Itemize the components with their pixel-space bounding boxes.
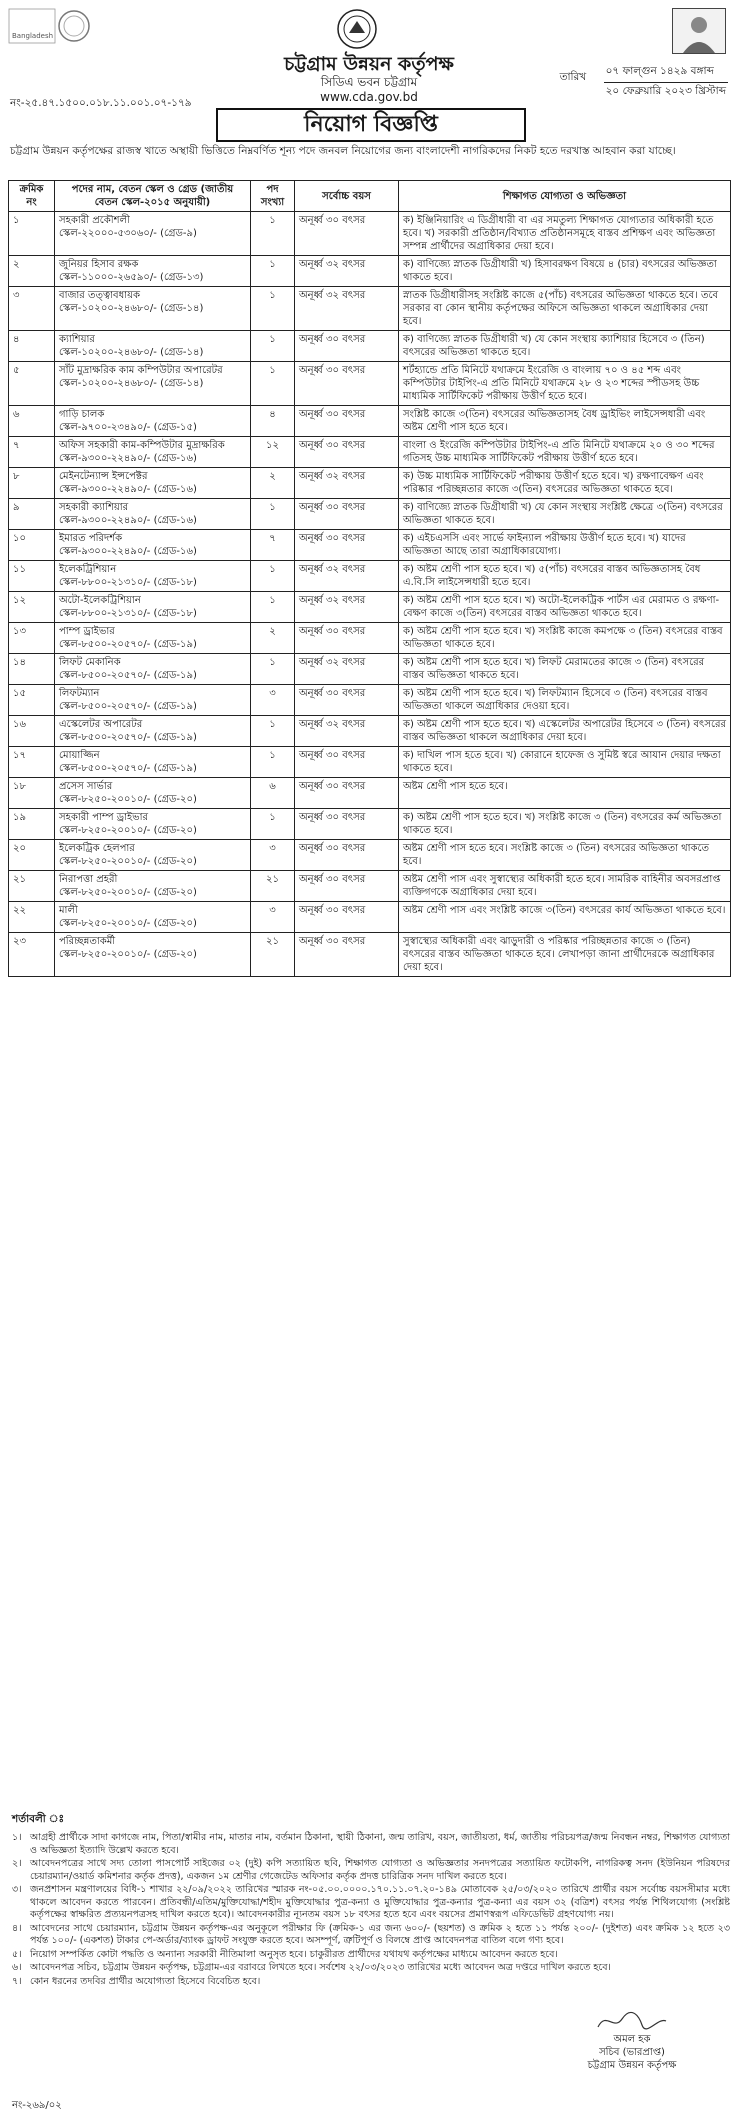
row-count: ১: [251, 287, 295, 331]
table-row: [9, 809, 731, 840]
row-post: [55, 933, 251, 977]
table-row: [9, 902, 731, 933]
row-count: ৩: [251, 840, 295, 871]
row-age: অনূর্ধ্ব ৩০ বৎসর: [295, 362, 399, 406]
post-name: সহকারী প্রকৌশলী: [59, 215, 130, 226]
condition-text: জনপ্রশাসন মন্ত্রণালয়ের বিধি-১ শাখার ২২/০৯/২০২২ তারিখের স্মারক নং-০৫.০০.০০০০.১৭০.১১.০৭.২০-১৪৯ মোতাবেক ২৫/০৩/২০২০ তারিখে প্রার্থীর বয়স সর্বোচ্চ বয়সসীমার মধ্যে থাকলে আবেদন করতে পারবেন। প্রতিবন্ধী/এতিম/মুক্তিযোদ্ধা/শহীদ মুক্তিযোদ্ধার পুত্র-কন্যা ও মুক্তিযোদ্ধার পুত্র-কন্যার পুত্র-কন্যা এর বয়স ৩২ (বত্রিশ) বৎসর পর্যন্ত শিথিলযোগ্য (সংশ্লিষ্ট কর্তৃপক্ষের স্বাক্ষরিত প্রত্যয়নপত্রসহ দাখিল করতে হবে)। আবেদনকারীর ন্যূনতম বয়স ১৮ বৎসর হতে হবে এবং বয়সের প্রমাণস্বরূপ এফিডেভিট গ্রহণযোগ্য নয়।: [30, 1884, 730, 1920]
condition-number: ২।: [12, 1858, 22, 1869]
row-serial: ২২: [9, 902, 55, 933]
row-qualification: ক) অষ্টম শ্রেণী পাস হতে হবে। খ) সংশ্লিষ্ট কাজে কমপক্ষে ৩ (তিন) বৎসরের বাস্তব অভিজ্ঞতা থাকতে হবে।: [399, 623, 731, 654]
row-qualification: সুস্বাস্থ্যের অধিকারী এবং ঝাড়ুদারী ও পরিষ্কার পরিচ্ছন্নতার কাজে ৩ (তিন) বৎসরের বাস্তব অভিজ্ঞতা থাকতে হবে। লেখাপড়া জানা প্রার্থীদেরকে অগ্রাধিকার দেয়া হবে।: [399, 933, 731, 977]
condition-item: [8, 1949, 730, 1962]
condition-text: আবেদনপত্র সচিব, চট্টগ্রাম উন্নয়ন কর্তৃপক্ষ, চট্টগ্রাম-এর বরাবরে লিখতে হবে। সর্বশেষ ২২/০৩/২০২৩ তারিখের মধ্যে আবেদন অত্র দপ্তরে দাখিল করতে হবে।: [30, 1962, 611, 1973]
post-name: ইলেকট্রিশিয়ান: [59, 564, 117, 575]
row-qualification: শর্টহ্যান্ডে প্রতি মিনিটে যথাক্রমে ইংরেজি ও বাংলায় ৭০ ও ৪৫ শব্দ এবং কম্পিউটার টাইপিং-এ প্রতি মিনিটে যথাক্রমে ২৮ ও ২৩ শব্দের স্পীডসহ উচ্চ মাধ্যমিক সার্টিফিকেট পরীক্ষায় উত্তীর্ণ হতে হবে।: [399, 362, 731, 406]
row-count: ১: [251, 592, 295, 623]
table-row: [9, 287, 731, 331]
row-count: ৪: [251, 406, 295, 437]
table-row: [9, 871, 731, 902]
header-serial: ক্রমিক নং: [9, 181, 55, 212]
condition-item: [8, 1884, 730, 1922]
row-count: ১: [251, 331, 295, 362]
row-qualification: ক) দাখিল পাস হতে হবে। খ) কোরানে হাফেজ ও সুমিষ্ট স্বরে আযান দেয়ার দক্ষতা থাকতে হবে।: [399, 747, 731, 778]
row-post: [55, 331, 251, 362]
table-row: [9, 716, 731, 747]
row-age: অনূর্ধ্ব ৩০ বৎসর: [295, 685, 399, 716]
table-row: [9, 331, 731, 362]
row-count: ৭: [251, 530, 295, 561]
row-post: [55, 778, 251, 809]
row-post: [55, 716, 251, 747]
conditions: [8, 1812, 730, 1989]
row-qualification: ক) অষ্টম শ্রেণী পাস হতে হবে। খ) ৫(পাঁচ) বৎসরের বাস্তব অভিজ্ঞতাসহ বৈধ এ.বি.সি লাইসেন্সধারী হতে হবে।: [399, 561, 731, 592]
row-qualification: অষ্টম শ্রেণী পাস হতে হবে। সংশ্লিষ্ট কাজে ৩ (তিন) বৎসরের অভিজ্ঞতা থাকতে হবে।: [399, 840, 731, 871]
post-name: পাম্প ড্রাইভার: [59, 626, 115, 637]
row-age: অনূর্ধ্ব ৩০ বৎসর: [295, 212, 399, 256]
organization-name: চট্টগ্রাম উন্নয়ন কর্তৃপক্ষ: [284, 53, 454, 75]
row-age: অনূর্ধ্ব ৩০ বৎসর: [295, 809, 399, 840]
post-name: মোয়াজ্জিন: [59, 750, 100, 761]
table-row: [9, 406, 731, 437]
post-name: লিফটম্যান: [59, 688, 100, 699]
signature-scribble-icon: [552, 2009, 712, 2033]
table-row: [9, 778, 731, 809]
date-label: তারিখ: [559, 71, 587, 83]
row-qualification: ক) অষ্টম শ্রেণী পাস হতে হবে। খ) সংশ্লিষ্ট কাজে ৩ (তিন) বৎসরের কর্ম অভিজ্ঞতা থাকতে হবে।: [399, 809, 731, 840]
office-address: সিডিএ ভবন চট্টগ্রাম: [320, 75, 418, 89]
post-scale: স্কেল-২২০০০-৫৩০৬০/- (গ্রেড-৯): [59, 228, 197, 239]
condition-text: আবেদনের সাথে চেয়ারম্যান, চট্টগ্রাম উন্নয়ন কর্তৃপক্ষ-এর অনুকূলে পরীক্ষার ফি (ক্রমিক-১ এর জন্য ৬০০/- (ছয়শত) ও ক্রমিক ২ হতে ১১ পর্যন্ত ২০০/- (দুইশত) এবং ক্রমিক ১২ হতে ২৩ পর্যন্ত ১০০/- (একশত) টাকার পে-অর্ডার/ব্যাংক ড্রাফট সংযুক্ত করতে হবে। অসম্পূর্ণ, ত্রুটিপূর্ণ ও বিলম্বে প্রাপ্ত আবেদনপত্র বাতিল বলে গণ্য হবে।: [30, 1922, 730, 1946]
row-post: [55, 685, 251, 716]
table-row: [9, 933, 731, 977]
row-count: ১: [251, 212, 295, 256]
condition-item: [8, 1832, 730, 1857]
row-qualification: ক) উচ্চ মাধ্যমিক সার্টিফিকেট পরীক্ষায় উত্তীর্ণ হতে হবে। খ) রক্ষণাবেক্ষণ এবং পরিষ্কার পরিচ্ছন্নতার কাজে ৩(তিন) বৎসরের অভিজ্ঞতা থাকতে হবে।: [399, 468, 731, 499]
row-serial: ১৪: [9, 654, 55, 685]
row-age: অনূর্ধ্ব ৩০ বৎসর: [295, 778, 399, 809]
row-qualification: অষ্টম শ্রেণী পাস এবং সংশ্লিষ্ট কাজে ৩(তিন) বৎসরের কার্য অভিজ্ঞতা থাকতে হবে।: [399, 902, 731, 933]
condition-number: ৭।: [12, 1975, 22, 1987]
row-serial: ১৮: [9, 778, 55, 809]
post-scale: স্কেল-৮৫০০-২০৫৭০/- (গ্রেড-১৯): [59, 732, 197, 743]
row-serial: ৯: [9, 499, 55, 530]
row-post: [55, 362, 251, 406]
row-qualification: ক) বাণিজ্যে স্নাতক ডিগ্রীধারী খ) হিসাবরক্ষণ বিষয়ে ৪ (চার) বৎসরের অভিজ্ঞতা থাকতে হবে।: [399, 256, 731, 287]
post-name: লিফট মেকানিক: [59, 657, 121, 668]
memo-number: নং-২৫.৪৭.১৫০০.০১৮.১১.০০১.০৭-১৭৯: [10, 97, 192, 109]
row-age: অনূর্ধ্ব ৩০ বৎসর: [295, 933, 399, 977]
row-post: [55, 287, 251, 331]
post-scale: স্কেল-৮৫০০-২০৫৭০/- (গ্রেড-১৯): [59, 639, 197, 650]
table-row: [9, 685, 731, 716]
row-post: [55, 654, 251, 685]
post-scale: স্কেল-১১০০০-২৬৫৯০/- (গ্রেড-১৩): [59, 272, 204, 283]
row-post: [55, 212, 251, 256]
post-scale: স্কেল-৮৮০০-২১৩১০/- (গ্রেড-১৮): [59, 577, 197, 588]
post-name: সহকারী ক্যাশিয়ার: [59, 502, 129, 513]
row-age: অনূর্ধ্ব ৩২ বৎসর: [295, 287, 399, 331]
row-count: ১: [251, 716, 295, 747]
signatory-office: চট্টগ্রাম উন্নয়ন কর্তৃপক্ষ: [587, 2060, 677, 2071]
post-name: অফিস সহকারী কাম-কম্পিউটার মুদ্রাক্ষরিক: [59, 440, 225, 451]
row-count: ১২: [251, 437, 295, 468]
row-serial: ৭: [9, 437, 55, 468]
post-scale: স্কেল-৮৫০০-২০৫৭০/- (গ্রেড-১৯): [59, 670, 197, 681]
condition-number: ৬।: [12, 1962, 22, 1973]
row-age: অনূর্ধ্ব ৩০ বৎসর: [295, 871, 399, 902]
row-serial: ৩: [9, 287, 55, 331]
row-count: ১: [251, 256, 295, 287]
condition-text: আবেদনপত্রের সাথে সদ্য তোলা পাসপোর্ট সাইজের ০২ (দুই) কপি সত্যায়িত ছবি, শিক্ষাগত যোগ্যতা ও অভিজ্ঞতার সনদপত্রের সত্যায়িত ফটোকপি, নাগরিকত্ব সনদ (ইউনিয়ন পরিষদের চেয়ারম্যান/ওয়ার্ড কমিশনার কর্তৃক প্রদত্ত), একজন ১ম শ্রেণীর গেজেটেড অফিসার কর্তৃক প্রদত্ত চারিত্রিক সনদ দাখিল করতে হবে।: [30, 1858, 730, 1882]
post-scale: স্কেল-১০২০০-২৪৬৮০/- (গ্রেড-১৪): [59, 347, 204, 358]
row-post: [55, 592, 251, 623]
post-name: মেইনটেন্যান্স ইন্সপেক্টর: [59, 471, 148, 482]
post-scale: স্কেল-৮৫০০-২০৫৭০/- (গ্রেড-১৯): [59, 763, 197, 774]
row-serial: ১০: [9, 530, 55, 561]
table-row: [9, 623, 731, 654]
condition-item: [8, 1923, 730, 1948]
row-post: [55, 256, 251, 287]
logo-text: Bangladesh: [12, 32, 54, 40]
post-scale: স্কেল-১০২০০-২৪৬৮০/- (গ্রেড-১৪): [59, 378, 204, 389]
row-serial: ২: [9, 256, 55, 287]
row-post: [55, 437, 251, 468]
table-row: [9, 840, 731, 871]
row-age: অনূর্ধ্ব ৩০ বৎসর: [295, 530, 399, 561]
condition-item: [8, 1976, 730, 1989]
post-name: ক্যাশিয়ার: [59, 334, 95, 345]
row-qualification: ক) বাণিজ্যে স্নাতক ডিগ্রীধারী খ) যে কোন সংস্থায় ক্যাশিয়ার হিসেবে ৩ (তিন) বৎসরের অভিজ্ঞতা থাকতে হবে।: [399, 331, 731, 362]
row-serial: ১৯: [9, 809, 55, 840]
condition-item: [8, 1962, 730, 1975]
condition-text: নিয়োগ সম্পর্কিত কোটা পদ্ধতি ও অন্যান্য সরকারী নীতিমালা অনুসৃত হবে। চাকুরীরত প্রার্থীদের যথাযথ কর্তৃপক্ষের মাধ্যমে আবেদন করতে হবে।: [30, 1948, 558, 1960]
row-serial: ১৭: [9, 747, 55, 778]
row-age: অনূর্ধ্ব ৩০ বৎসর: [295, 406, 399, 437]
row-serial: ২১: [9, 871, 55, 902]
row-qualification: ক) অষ্টম শ্রেণী পাস হতে হবে। খ) অটো-ইলেকট্রিক পার্টস এর মেরামত ও রক্ষণা-বেক্ষণ কাজে ৩(তিন) বৎসরের বাস্তব অভিজ্ঞতা থাকতে হবে।: [399, 592, 731, 623]
post-scale: স্কেল-৮২৫০-২০০১০/- (গ্রেড-২০): [59, 794, 197, 805]
post-name: এস্কেলেটর অপারেটর: [59, 719, 143, 730]
row-age: অনূর্ধ্ব ৩২ বৎসর: [295, 561, 399, 592]
post-scale: স্কেল-৮২৫০-২০০১০/- (গ্রেড-২০): [59, 825, 197, 836]
post-scale: স্কেল-৯৩০০-২২৪৯০/- (গ্রেড-১৬): [59, 453, 197, 464]
row-post: [55, 406, 251, 437]
condition-text: আগ্রহী প্রার্থীকে সাদা কাগজে নাম, পিতা/স্বামীর নাম, মাতার নাম, বর্তমান ঠিকানা, স্থায়ী ঠিকানা, জন্ম তারিখ, বয়স, জাতীয়তা, ধর্ম, জাতীয় পরিচয়পত্র/জন্ম নিবন্ধন নম্বর, শিক্ষাগত যোগ্যতা ও অভিজ্ঞতা ইত্যাদি উল্লেখ করতে হবে।: [30, 1832, 730, 1856]
row-serial: ১৩: [9, 623, 55, 654]
row-count: ৩: [251, 685, 295, 716]
row-qualification: ক) এইচএসসি এবং সার্ভে ফাইন্যাল পরীক্ষায় উত্তীর্ণ হতে হবে। খ) যাদের অভিজ্ঞতা আছে তারা অগ্রাধিকারযোগ্য।: [399, 530, 731, 561]
row-count: ১: [251, 654, 295, 685]
signature-block: [552, 2009, 712, 2072]
row-count: ২১: [251, 933, 295, 977]
row-qualification: ক) বাণিজ্যে স্নাতক ডিগ্রীধারী খ) যে কোন সংস্থায় সংশ্লিষ্ট ক্ষেত্রে ৩(তিন) বৎসরের অভিজ্ঞতা থাকতে হবে।: [399, 499, 731, 530]
row-post: [55, 561, 251, 592]
post-scale: স্কেল-৮২৫০-২০০১০/- (গ্রেড-২০): [59, 949, 197, 960]
row-count: ২: [251, 468, 295, 499]
row-count: ২১: [251, 871, 295, 902]
row-serial: ৬: [9, 406, 55, 437]
table-row: [9, 437, 731, 468]
post-name: সহকারী পাম্প ড্রাইভার: [59, 812, 149, 823]
post-name: পরিচ্ছন্নতাকর্মী: [59, 936, 116, 947]
post-name: ইমারত পরিদর্শক: [59, 533, 123, 544]
table-row: [9, 654, 731, 685]
row-count: ১: [251, 747, 295, 778]
header-count: পদ সংখ্যা: [251, 181, 295, 212]
row-post: [55, 902, 251, 933]
signatory-designation: সচিব (ভারপ্রাপ্ত): [599, 2047, 665, 2058]
row-qualification: ক) অষ্টম শ্রেণী পাস হতে হবে। খ) এস্কেলেটর অপারেটর হিসেবে ৩ (তিন) বৎসরের বাস্তব অভিজ্ঞতা থাকলে অগ্রাধিকার দেয়া হবে।: [399, 716, 731, 747]
row-serial: ১৬: [9, 716, 55, 747]
table-row: [9, 362, 731, 406]
table-row: [9, 212, 731, 256]
post-name: অটো-ইলেকট্রিশিয়ান: [59, 595, 141, 606]
header-post: পদের নাম, বেতন স্কেল ও গ্রেড (জাতীয় বেতন স্কেল-২০১৫ অনুযায়ী): [55, 181, 251, 212]
header-qualification: শিক্ষাগত যোগ্যতা ও অভিজ্ঞতা: [399, 181, 731, 212]
header-age: সর্বোচ্চ বয়স: [295, 181, 399, 212]
row-count: ১: [251, 809, 295, 840]
table-row: [9, 530, 731, 561]
condition-text: কোন ধরনের তদবির প্রার্থীর অযোগ্যতা হিসেবে বিবেচিত হবে।: [30, 1975, 261, 1987]
condition-number: ৫।: [12, 1948, 22, 1960]
row-age: অনূর্ধ্ব ৩২ বৎসর: [295, 592, 399, 623]
post-name: বাজার তত্ত্বাবধায়ক: [59, 290, 140, 301]
table-row: [9, 561, 731, 592]
row-count: ৩: [251, 902, 295, 933]
notice-page: [6, 4, 732, 2111]
row-post: [55, 809, 251, 840]
row-serial: ১: [9, 212, 55, 256]
post-name: মালী: [59, 905, 78, 916]
post-name: নিরাপত্তা প্রহরী: [59, 874, 118, 885]
row-age: অনূর্ধ্ব ৩০ বৎসর: [295, 747, 399, 778]
jobs-table: [8, 180, 731, 977]
table-header-row: [9, 181, 731, 212]
post-name: জুনিয়র হিসাব রক্ষক: [59, 259, 139, 270]
signatory-name: অমল হক: [613, 2034, 651, 2045]
row-post: [55, 499, 251, 530]
row-post: [55, 468, 251, 499]
row-qualification: অষ্টম শ্রেণী পাস এবং সুস্বাস্থ্যের অধিকারী হতে হবে। সামরিক বাহিনীর অবসরপ্রাপ্ত ব্যক্তিগণকে অগ্রাধিকার দেয়া হবে।: [399, 871, 731, 902]
row-count: ২: [251, 623, 295, 654]
table-row: [9, 592, 731, 623]
row-qualification: ক) ইঞ্জিনিয়ারিং এ ডিগ্রীধারী বা এর সমতুল্য শিক্ষাগত যোগ্যতার অধিকারী হতে হবে। খ) সরকারী প্রতিষ্ঠান/বিখ্যাত প্রতিষ্ঠানসমূহে বাস্তব প্রশিক্ষণ এবং অভিজ্ঞতা সম্পন্ন প্রার্থীদের অগ্রাধিকার দেয়া হবে।: [399, 212, 731, 256]
condition-number: ৩।: [12, 1884, 22, 1895]
post-scale: স্কেল-৮২৫০-২০০১০/- (গ্রেড-২০): [59, 856, 197, 867]
row-age: অনূর্ধ্ব ৩০ বৎসর: [295, 840, 399, 871]
row-qualification: সংশ্লিষ্ট কাজে ৩(তিন) বৎসরের অভিজ্ঞতাসহ বৈধ ড্রাইভিং লাইসেন্সধারী এবং অষ্টম শ্রেণী পাস হতে হবে।: [399, 406, 731, 437]
row-age: অনূর্ধ্ব ৩২ বৎসর: [295, 654, 399, 685]
row-serial: ২৩: [9, 933, 55, 977]
row-serial: ৫: [9, 362, 55, 406]
website-link[interactable]: www.cda.gov.bd: [320, 90, 418, 104]
post-scale: স্কেল-৯৩০০-২২৪৯০/- (গ্রেড-১৬): [59, 484, 197, 495]
post-scale: স্কেল-৯৭০০-২৩৪৯০/- (গ্রেড-১৫): [59, 422, 197, 433]
row-qualification: স্নাতক ডিগ্রীধারীসহ সংশ্লিষ্ট কাজে ৫(পাঁচ) বৎসরের অভিজ্ঞতা থাকতে হবে। তবে সরকার বা কোন স্থানীয় কর্তৃপক্ষের অফিসে অভিজ্ঞতা থাকলে অগ্রাধিকার দেয়া হবে।: [399, 287, 731, 331]
row-serial: ১২: [9, 592, 55, 623]
conditions-list: [8, 1832, 730, 1988]
row-qualification: ক) অষ্টম শ্রেণী পাস হতে হবে। খ) লিফটম্যান হিসেবে ৩ (তিন) বৎসরের বাস্তব অভিজ্ঞতা থাকলে অগ্রাধিকার দেওয়া হবে।: [399, 685, 731, 716]
row-count: ৬: [251, 778, 295, 809]
post-scale: স্কেল-৮৮০০-২১৩১০/- (গ্রেড-১৮): [59, 608, 197, 619]
post-name: সাঁট মুদ্রাক্ষরিক কাম কম্পিউটার অপারেটর: [59, 365, 223, 376]
table-row: [9, 468, 731, 499]
conditions-title: শর্তাবলী ঃ: [12, 1813, 65, 1825]
condition-item: [8, 1858, 730, 1883]
condition-number: ১।: [12, 1832, 22, 1843]
post-scale: স্কেল-৮২৫০-২০০১০/- (গ্রেড-২০): [59, 918, 197, 929]
row-age: অনূর্ধ্ব ৩০ বৎসর: [295, 623, 399, 654]
table-row: [9, 499, 731, 530]
post-scale: স্কেল-৯৩০০-২২৪৯০/- (গ্রেড-১৬): [59, 546, 197, 557]
cda-emblem-icon: [336, 8, 378, 50]
row-count: ১: [251, 499, 295, 530]
row-count: ১: [251, 561, 295, 592]
row-age: অনূর্ধ্ব ৩০ বৎসর: [295, 902, 399, 933]
row-serial: ৪: [9, 331, 55, 362]
row-qualification: ক) অষ্টম শ্রেণী পাস হতে হবে। খ) লিফট মেরামতের কাজে ৩ (তিন) বৎসরের বাস্তব অভিজ্ঞতা থাকতে হবে।: [399, 654, 731, 685]
row-serial: ১১: [9, 561, 55, 592]
row-age: অনূর্ধ্ব ৩২ বৎসর: [295, 468, 399, 499]
condition-number: ৪।: [12, 1922, 22, 1934]
table-row: [9, 256, 731, 287]
portrait-image: [672, 8, 726, 54]
post-scale: স্কেল-৮৫০০-২০৫৭০/- (গ্রেড-১৯): [59, 701, 197, 712]
row-qualification: বাংলা ও ইংরেজি কম্পিউটার টাইপিং-এ প্রতি মিনিটে যথাক্রমে ২০ ও ৩০ শব্দের গতিসহ উচ্চ মাধ্যমিক সার্টিফিকেট পরীক্ষায় উত্তীর্ণ হতে হবে।: [399, 437, 731, 468]
row-age: অনূর্ধ্ব ৩০ বৎসর: [295, 331, 399, 362]
date-block: [559, 64, 728, 102]
table-row: [9, 747, 731, 778]
date-english: ২০ ফেব্রুয়ারি ২০২৩ খ্রিস্টাব্দ: [605, 85, 726, 97]
row-serial: ৮: [9, 468, 55, 499]
row-post: [55, 840, 251, 871]
date-bangla: ০৭ ফাল্গুন ১৪২৯ বঙ্গাব্দ: [604, 64, 728, 83]
row-age: অনূর্ধ্ব ৩২ বৎসর: [295, 256, 399, 287]
post-name: প্রসেস সার্ভার: [59, 781, 113, 792]
row-age: অনূর্ধ্ব ৩২ বৎসর: [295, 716, 399, 747]
row-count: ১: [251, 362, 295, 406]
post-scale: স্কেল-৯৩০০-২২৪৯০/- (গ্রেড-১৬): [59, 515, 197, 526]
intro-paragraph: চট্টগ্রাম উন্নয়ন কর্তৃপক্ষের রাজস্ব খাতে অস্থায়ী ভিত্তিতে নিম্নবর্ণিত শূন্য পদে জনবল নিয়োগের জন্য বাংলাদেশী নাগরিকদের নিকট হতে দরখাস্ত আহবান করা যাচ্ছে।: [10, 145, 676, 157]
row-age: অনূর্ধ্ব ৩০ বৎসর: [295, 437, 399, 468]
row-qualification: অষ্টম শ্রেণী পাস হতে হবে।: [399, 778, 731, 809]
footer-reference: নং-২৬৯/০২: [12, 2100, 62, 2111]
notice-title: নিয়োগ বিজ্ঞপ্তি: [216, 108, 526, 142]
row-post: [55, 871, 251, 902]
post-name: গাড়ি চালক: [59, 409, 105, 420]
row-serial: ১৫: [9, 685, 55, 716]
row-post: [55, 623, 251, 654]
row-post: [55, 530, 251, 561]
post-scale: স্কেল-১০২০০-২৪৬৮০/- (গ্রেড-১৪): [59, 303, 204, 314]
anniversary-logo: [8, 8, 94, 44]
post-scale: স্কেল-৮২৫০-২০০১০/- (গ্রেড-২০): [59, 887, 197, 898]
row-post: [55, 747, 251, 778]
post-name: ইলেকট্রিক হেলপার: [59, 843, 135, 854]
row-age: অনূর্ধ্ব ৩০ বৎসর: [295, 499, 399, 530]
row-serial: ২০: [9, 840, 55, 871]
